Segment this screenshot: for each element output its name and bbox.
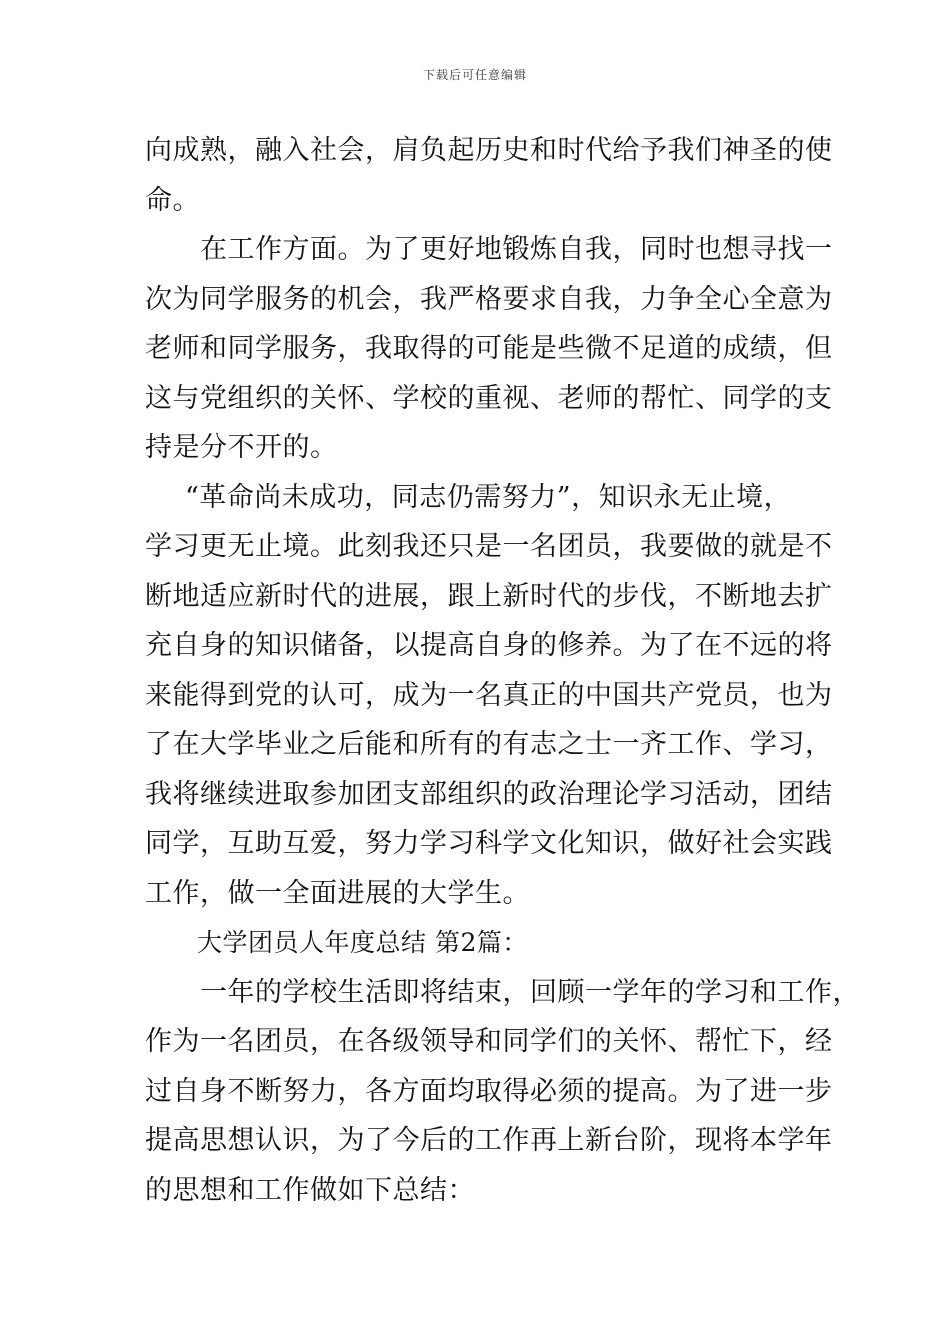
text-line: 向成熟，融入社会，肩负起历史和时代给予我们神圣的使 [145, 135, 833, 166]
text-line: 次为同学服务的机会，我严格要求自我，力争全心全意为 [145, 283, 833, 315]
text-line: 了在大学毕业之后能和所有的有志之士一齐工作、学习， [145, 729, 833, 760]
page-header-note: 下载后可任意编辑 [422, 68, 527, 82]
document-body [145, 126, 860, 1215]
paragraph-start-line: 在工作方面。为了更好地锻炼自我，同时也想寻找一 [200, 234, 833, 265]
text-line: 断地适应新时代的进展，跟上新时代的步伐，不断地去扩 [145, 580, 833, 612]
text-line: 充自身的知识储备，以提高自身的修养。为了在不远的将 [145, 630, 833, 661]
text-line: 命。 [145, 184, 200, 216]
text-line: 学习更无止境。此刻我还只是一名团员，我要做的就是不 [145, 531, 833, 562]
section-title: 大学团员人年度总结 第2篇： [197, 928, 528, 957]
text-line: 的思想和工作做如下总结： [145, 1174, 475, 1206]
text-line: 我将继续进取参加团支部组织的政治理论学习活动，团结 [145, 778, 833, 810]
paragraph-start-line: 一年的学校生活即将结束，回顾一学年的学习和工作， [200, 976, 860, 1008]
text-line: 过自身不断努力，各方面均取得必须的提高。为了进一步 [145, 1075, 833, 1107]
paragraph-start-line: “革命尚未成功，同志仍需努力”，知识永无止境， [185, 481, 792, 513]
text-line: 作为一名团员，在各级领导和同学们的关怀、帮忙下，经 [145, 1026, 833, 1057]
text-line: 提高思想认识，为了今后的工作再上新台阶，现将本学年 [145, 1125, 833, 1156]
text-line: 持是分不开的。 [145, 432, 338, 463]
text-line: 老师和同学服务，我取得的可能是些微不足道的成绩，但 [145, 333, 833, 364]
text-line: 这与党组织的关怀、学校的重视、老师的帮忙、同学的支 [145, 382, 833, 414]
text-line: 工作，做一全面进展的大学生。 [145, 877, 530, 909]
text-line: 来能得到党的认可，成为一名真正的中国共产党员，也为 [145, 679, 833, 711]
text-line: 同学，互助互爱，努力学习科学文化知识，做好社会实践 [145, 828, 833, 859]
